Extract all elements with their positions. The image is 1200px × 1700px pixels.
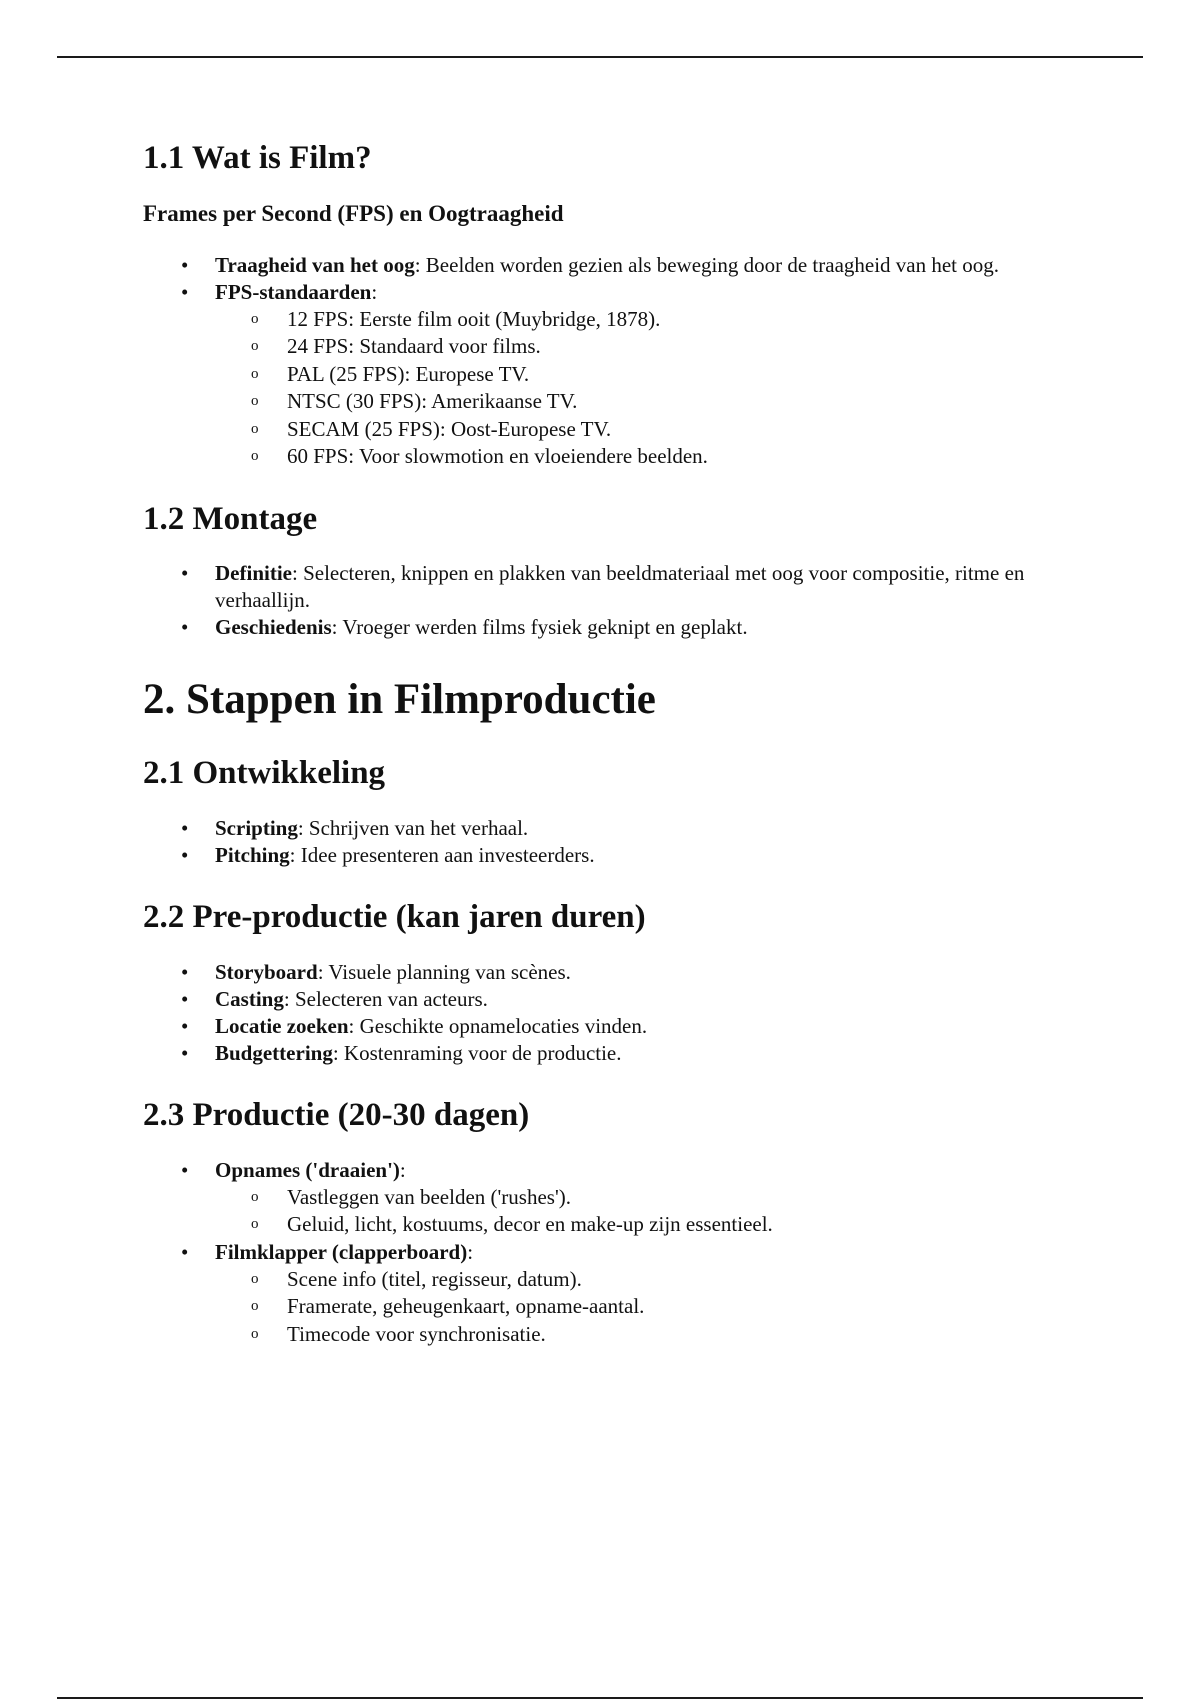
circle-bullet-icon: o bbox=[251, 1298, 259, 1315]
sub-list-item bbox=[251, 1184, 1073, 1212]
list-item bbox=[181, 252, 1073, 279]
circle-bullet-icon: o bbox=[251, 338, 259, 355]
bullet-icon: • bbox=[181, 1013, 189, 1038]
item-text: : Geschikte opnamelocaties vinden. bbox=[348, 1013, 648, 1038]
item-text: : Beelden worden gezien als beweging door de traagheid van het oog. bbox=[414, 252, 1000, 277]
sub-list-item bbox=[251, 416, 1073, 444]
item-text: : bbox=[467, 1239, 474, 1264]
bullet-icon: • bbox=[181, 279, 189, 304]
sub-list-item bbox=[251, 1293, 1073, 1321]
list-item bbox=[181, 279, 1073, 471]
item-term: Storyboard bbox=[215, 959, 318, 984]
list-item bbox=[181, 959, 1073, 986]
sub-list-item bbox=[251, 388, 1073, 416]
sub-list-item bbox=[251, 1266, 1073, 1294]
sub-list-item bbox=[251, 1321, 1073, 1349]
section-heading: 2.3 Productie (20-30 dagen) bbox=[143, 1096, 530, 1133]
item-text: : Vroeger werden films fysiek geknipt en geplakt. bbox=[331, 615, 748, 640]
item-text: : Kostenraming voor de productie. bbox=[332, 1040, 622, 1065]
item-text: : bbox=[371, 279, 378, 304]
circle-bullet-icon: o bbox=[251, 393, 259, 410]
sub-item-text: Vastleggen van beelden ('rushes'). bbox=[287, 1184, 571, 1209]
list-item bbox=[181, 1157, 1073, 1239]
item-text: : Idee presenteren aan investeerders. bbox=[289, 842, 595, 867]
sub-list-item bbox=[251, 361, 1073, 389]
section-heading: 1.1 Wat is Film? bbox=[143, 140, 372, 176]
circle-bullet-icon: o bbox=[251, 1270, 259, 1287]
list-item bbox=[181, 614, 1073, 641]
item-term: Pitching bbox=[215, 842, 290, 867]
sub-item-text: SECAM (25 FPS): Oost-Europese TV. bbox=[287, 416, 612, 441]
circle-bullet-icon: o bbox=[251, 310, 259, 327]
bullet-icon: • bbox=[181, 842, 189, 867]
bullet-icon: • bbox=[181, 1040, 189, 1065]
bullet-icon: • bbox=[181, 815, 189, 840]
circle-bullet-icon: o bbox=[251, 365, 259, 382]
chapter-title: 2. Stappen in Filmproductie bbox=[143, 676, 656, 724]
sub-list bbox=[215, 306, 1073, 471]
item-term: Scripting bbox=[215, 815, 298, 840]
sub-item-text: Geluid, licht, kostuums, decor en make-up zijn essentieel. bbox=[287, 1212, 773, 1237]
circle-bullet-icon: o bbox=[251, 1325, 259, 1342]
item-term: Casting bbox=[215, 986, 284, 1011]
bullet-list bbox=[143, 1157, 1073, 1349]
section-heading: 2.2 Pre-productie (kan jaren duren) bbox=[143, 898, 646, 935]
circle-bullet-icon: o bbox=[251, 1188, 259, 1205]
sub-list-item bbox=[251, 443, 1073, 471]
sub-list-item bbox=[251, 333, 1073, 361]
sub-list-item bbox=[251, 306, 1073, 334]
bullet-list bbox=[143, 815, 1073, 869]
bottom-rule bbox=[57, 1697, 1143, 1699]
sub-item-text: Scene info (titel, regisseur, datum). bbox=[287, 1266, 582, 1291]
item-term: Definitie bbox=[215, 561, 292, 586]
bullet-icon: • bbox=[181, 252, 189, 277]
sub-list-item bbox=[251, 1211, 1073, 1239]
sub-item-text: Timecode voor synchronisatie. bbox=[287, 1321, 546, 1346]
item-term: Filmklapper (clapperboard) bbox=[215, 1239, 468, 1264]
list-item bbox=[181, 1013, 1073, 1040]
sub-list bbox=[215, 1184, 1073, 1239]
sub-item-text: 24 FPS: Standaard voor films. bbox=[287, 334, 541, 359]
sub-item-text: Framerate, geheugenkaart, opname-aantal. bbox=[287, 1294, 645, 1319]
list-item bbox=[181, 842, 1073, 869]
bullet-icon: • bbox=[181, 561, 189, 586]
bullet-list bbox=[143, 959, 1073, 1067]
item-term: Budgettering bbox=[215, 1040, 333, 1065]
section-subheading: Frames per Second (FPS) en Oogtraagheid bbox=[143, 200, 564, 226]
item-text: : Selecteren van acteurs. bbox=[283, 986, 488, 1011]
top-rule bbox=[57, 56, 1143, 58]
bullet-list bbox=[143, 560, 1073, 641]
bullet-icon: • bbox=[181, 1157, 189, 1182]
bullet-list bbox=[143, 252, 1073, 471]
sub-item-text: NTSC (30 FPS): Amerikaanse TV. bbox=[287, 389, 578, 414]
bullet-icon: • bbox=[181, 959, 189, 984]
bullet-icon: • bbox=[181, 986, 189, 1011]
item-text: : bbox=[399, 1157, 406, 1182]
item-term: Geschiedenis bbox=[215, 615, 332, 640]
item-text: : Selecteren, knippen en plakken van beeldmateriaal met oog voor compositie, ritme en verhaallijn. bbox=[215, 561, 1025, 613]
bullet-icon: • bbox=[181, 1239, 189, 1264]
item-term: Opnames ('draaien') bbox=[215, 1157, 400, 1182]
item-term: Traagheid van het oog bbox=[215, 252, 415, 277]
item-text: : Visuele planning van scènes. bbox=[317, 959, 571, 984]
section-heading: 1.2 Montage bbox=[143, 500, 318, 537]
list-item bbox=[181, 815, 1073, 842]
sub-item-text: PAL (25 FPS): Europese TV. bbox=[287, 361, 530, 386]
sub-item-text: 12 FPS: Eerste film ooit (Muybridge, 1878). bbox=[287, 306, 661, 331]
item-text: : Schrijven van het verhaal. bbox=[297, 815, 529, 840]
circle-bullet-icon: o bbox=[251, 420, 259, 437]
list-item bbox=[181, 1239, 1073, 1349]
item-term: FPS-standaarden bbox=[215, 279, 372, 304]
circle-bullet-icon: o bbox=[251, 1216, 259, 1233]
circle-bullet-icon: o bbox=[251, 448, 259, 465]
sub-item-text: 60 FPS: Voor slowmotion en vloeiendere beelden. bbox=[287, 444, 708, 469]
list-item bbox=[181, 560, 1073, 614]
list-item bbox=[181, 986, 1073, 1013]
sub-list bbox=[215, 1266, 1073, 1349]
document-body bbox=[143, 140, 1073, 1378]
item-term: Locatie zoeken bbox=[215, 1013, 349, 1038]
bullet-icon: • bbox=[181, 615, 189, 640]
section-heading: 2.1 Ontwikkeling bbox=[143, 754, 386, 791]
list-item bbox=[181, 1040, 1073, 1067]
